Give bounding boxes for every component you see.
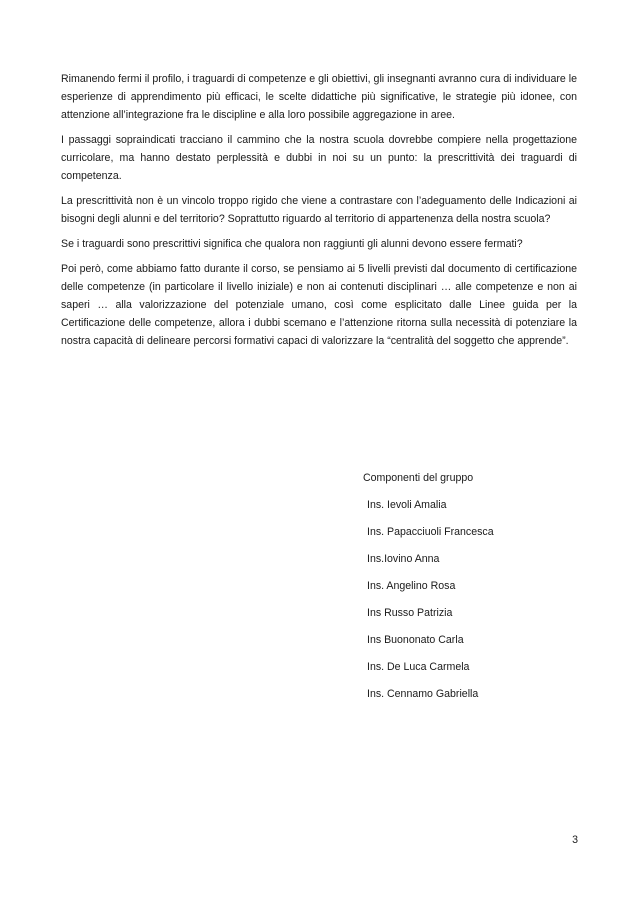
body-text	[61, 70, 577, 357]
signature-member: Ins Russo Patrizia	[367, 607, 453, 619]
signature-member: Ins.Iovino Anna	[367, 553, 440, 565]
signature-member: Ins. Cennamo Gabriella	[367, 688, 479, 700]
paragraph-2: I passaggi sopraindicati tracciano il cammino che la nostra scuola dovrebbe compiere nella progettazione curricolare, ma hanno destato perplessità e dubbi in noi su un punto: la prescrittività dei traguardi di competenza.	[61, 134, 577, 182]
signature-member: Ins. Ievoli Amalia	[367, 499, 447, 511]
signature-member: Ins Buononato Carla	[367, 634, 464, 646]
paragraph-1: Rimanendo fermi il profilo, i traguardi di competenze e gli obiettivi, gli insegnanti avranno cura di individuare le esperienze di apprendimento più efficaci, le scelte didattiche più significative, le strategie più idonee, con attenzione all’integrazione fra le discipline e alla loro possibile aggregazione in aree.	[61, 73, 577, 121]
signature-member: Ins. De Luca Carmela	[367, 661, 470, 673]
signature-member: Ins. Angelino Rosa	[367, 580, 456, 592]
signature-heading: Componenti del gruppo	[363, 472, 474, 484]
paragraph-3: La prescrittività non è un vincolo troppo rigido che viene a contrastare con l’adeguamento delle Indicazioni ai bisogni degli alunni e del territorio? Soprattutto riguardo al territorio di appartenenza della nostra scuola?	[61, 195, 577, 225]
signature-block	[363, 472, 494, 715]
signature-member: Ins. Papacciuoli Francesca	[367, 526, 494, 538]
paragraph-4: Se i traguardi sono prescrittivi significa che qualora non raggiunti gli alunni devono essere fermati?	[61, 238, 523, 250]
page-number: 3	[572, 834, 578, 846]
paragraph-5: Poi però, come abbiamo fatto durante il corso, se pensiamo ai 5 livelli previsti dal documento di certificazione delle competenze (in particolare il livello iniziale) e non ai contenuti disciplinari … alle competenze e non ai saperi … alla valorizzazione del potenziale umano, così come esplicitato dalle Linee guida per la Certificazione delle competenze, allora i dubbi scemano e l’attenzione ritorna sulla necessità di potenziare la nostra capacità di delineare percorsi formativi capaci di valorizzare la “centralità del soggetto che apprende”.	[61, 263, 577, 347]
